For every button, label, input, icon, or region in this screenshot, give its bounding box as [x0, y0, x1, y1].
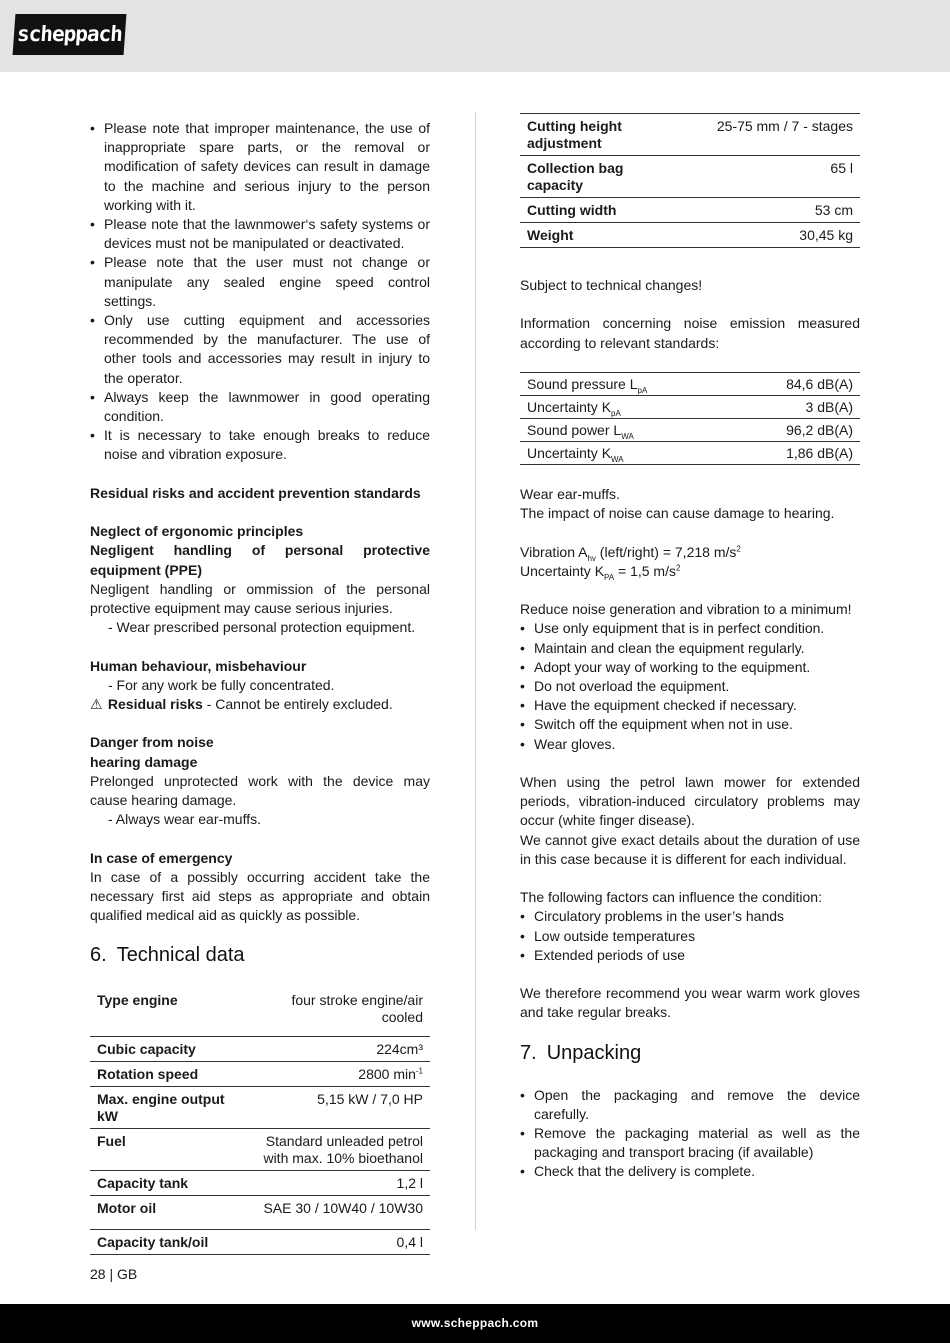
hearing-damage-heading: hearing damage	[90, 753, 198, 770]
noise-danger-heading: Danger from noise	[90, 734, 214, 751]
list-item: • Extended periods of use	[520, 946, 860, 965]
list-item: • Remove the packaging material as well as the packaging and transport bracing (if available)	[520, 1124, 860, 1162]
list-item: • Please note that the lawnmower‘s safety systems or devices must not be manipulated or deactivated.	[90, 215, 430, 253]
residual-risks-label: Residual risks	[107, 696, 203, 713]
list-item: • Check that the delivery is complete.	[520, 1162, 860, 1181]
recommend-text: We therefore recommend you wear warm work gloves and take regular breaks.	[520, 985, 860, 1021]
list-item: • Open the packaging and remove the device carefully.	[520, 1086, 860, 1124]
reduce-noise-list	[520, 619, 860, 753]
emergency-text: In case of a possibly occurring accident take the necessary first aid steps as appropriate and obtain qualified medical aid as quickly as possible.	[90, 868, 430, 924]
right-column	[520, 113, 860, 1182]
table-row: Uncertainty $K_{WA}$ 1,86 dB(A)	[520, 441, 860, 464]
table-row: Motor oil SAE 30 / 10W40 / 10W30	[90, 1196, 430, 1230]
table-row: Rotation speed 2800 $\min^{-1}$	[90, 1062, 430, 1087]
warning-icon: ⚠	[90, 696, 103, 713]
wear-earmuffs-text: Wear ear-muffs.	[520, 485, 620, 502]
list-item: • Please note that improper maintenance, the use of inappropriate spare parts, or the removal or modification of safety devices can result in damage to the machine and serious injury to the person working with it.	[90, 119, 430, 215]
section-6-title: 6. Technical data	[90, 944, 245, 967]
list-item: • Use only equipment that is in perfect condition.	[520, 619, 860, 638]
list-item: • Have the equipment checked if necessary.	[520, 696, 860, 715]
website-link[interactable]: www.scheppach.com	[411, 1316, 539, 1330]
list-item: • Low outside temperatures	[520, 927, 860, 946]
ergonomic-heading: Neglect of ergonomic principles	[90, 523, 304, 540]
table-row: Sound power $L_{WA}$ 96,2 dB(A)	[520, 418, 860, 441]
list-item: • Adopt your way of working to the equipment.	[520, 658, 860, 677]
list-item: • Switch off the equipment when not in use.	[520, 715, 860, 734]
unpacking-list	[520, 1086, 860, 1182]
table-row: Cutting height adjustment 25-75 mm / 7 - stages	[520, 114, 860, 156]
human-behaviour-heading: Human behaviour, misbehaviour	[90, 657, 307, 674]
list-item: • Circulatory problems in the user’s hands	[520, 907, 860, 926]
noise-danger-item: - Always wear ear-muffs.	[108, 811, 262, 828]
page-header	[0, 0, 950, 72]
emergency-heading: In case of emergency	[90, 849, 233, 866]
list-item: • Do not overload the equipment.	[520, 677, 860, 696]
table-row: Fuel Standard unleaded petrol with max. 10% bioethanol	[90, 1129, 430, 1171]
list-item: • Only use cutting equipment and accessories recommended by the manufacturer. The use of other tools and accessories may result in injury to the operator.	[90, 311, 430, 388]
list-item: • Always keep the lawnmower in good operating condition.	[90, 388, 430, 426]
residual-risks-heading: Residual risks and accident prevention standards	[90, 484, 421, 501]
factors-heading: The following factors can influence the condition:	[520, 889, 822, 906]
list-item: • Wear gloves.	[520, 735, 860, 754]
residual-risks-line	[90, 695, 430, 714]
scheppach-logo: scheppach	[13, 14, 127, 55]
noise-impact-text: The impact of noise can cause damage to hearing.	[520, 505, 835, 522]
reduce-noise-heading: Reduce noise generation and vibration to a minimum!	[520, 601, 852, 618]
residual-risks-text: - Cannot be entirely excluded.	[202, 696, 393, 713]
table-row: Type engine four stroke engine/air cooled	[90, 988, 430, 1037]
table-row: Cutting width 53 cm	[520, 198, 860, 223]
ppe-text: Negligent handling or ommission of the personal protective equipment may cause serious injuries.	[90, 580, 430, 617]
technical-data-table	[90, 988, 430, 1255]
duration-details-text: We cannot give exact details about the duration of use in this case because it is different for each individual.	[520, 831, 860, 867]
ppe-heading: Negligent handling of personal protective equipment (PPE)	[90, 542, 430, 578]
noise-info-text: Information concerning noise emission measured according to relevant standards:	[520, 315, 860, 351]
noise-emission-table	[520, 372, 860, 465]
human-behaviour-item: - For any work be fully concentrated.	[108, 676, 335, 693]
ppe-item: - Wear prescribed personal protection equipment.	[108, 619, 416, 636]
petrol-mower-text: When using the petrol lawn mower for extended periods, vibration-induced circulatory problems may occur (white finger disease).	[520, 773, 860, 829]
table-row: Capacity tank 1,2 l	[90, 1171, 430, 1196]
list-item: • It is necessary to take enough breaks to reduce noise and vibration exposure.	[90, 426, 430, 464]
footer-bar	[0, 1304, 950, 1343]
noise-danger-text: Prelonged unprotected work with the device may cause hearing damage.	[90, 772, 430, 809]
subject-to-changes: Subject to technical changes!	[520, 277, 703, 293]
list-item: • Please note that the user must not change or manipulate any sealed engine speed control settings.	[90, 253, 430, 311]
table-row: Weight 30,45 kg	[520, 223, 860, 248]
table-row: Uncertainty $K_{pA}$ 3 dB(A)	[520, 395, 860, 418]
table-row: Capacity tank/oil 0,4 l	[90, 1230, 430, 1255]
technical-data-table-continued	[520, 113, 860, 248]
safety-bullet-list	[90, 119, 430, 465]
table-row: Cubic capacity 224cm³	[90, 1037, 430, 1062]
table-row: Collection bag capacity 65 l	[520, 156, 860, 198]
factors-list	[520, 907, 860, 965]
page-number: 28 | GB	[90, 1266, 138, 1282]
table-row: Sound pressure $L_{pA}$ 84,6 dB(A)	[520, 372, 860, 395]
vibration-uncertainty: Uncertainty $K_{PA} = 1,5$ $m/s^2$	[520, 562, 681, 582]
column-divider	[475, 112, 476, 1230]
vibration-value: Vibration $A_{hv}$ (left/right) = 7,218 $m/s^2$	[520, 543, 741, 563]
left-column	[90, 119, 430, 1255]
table-row: Max. engine output kW 5,15 kW / 7,0 HP	[90, 1087, 430, 1129]
list-item: • Maintain and clean the equipment regularly.	[520, 639, 860, 658]
section-7-title: 7. Unpacking	[520, 1041, 642, 1064]
